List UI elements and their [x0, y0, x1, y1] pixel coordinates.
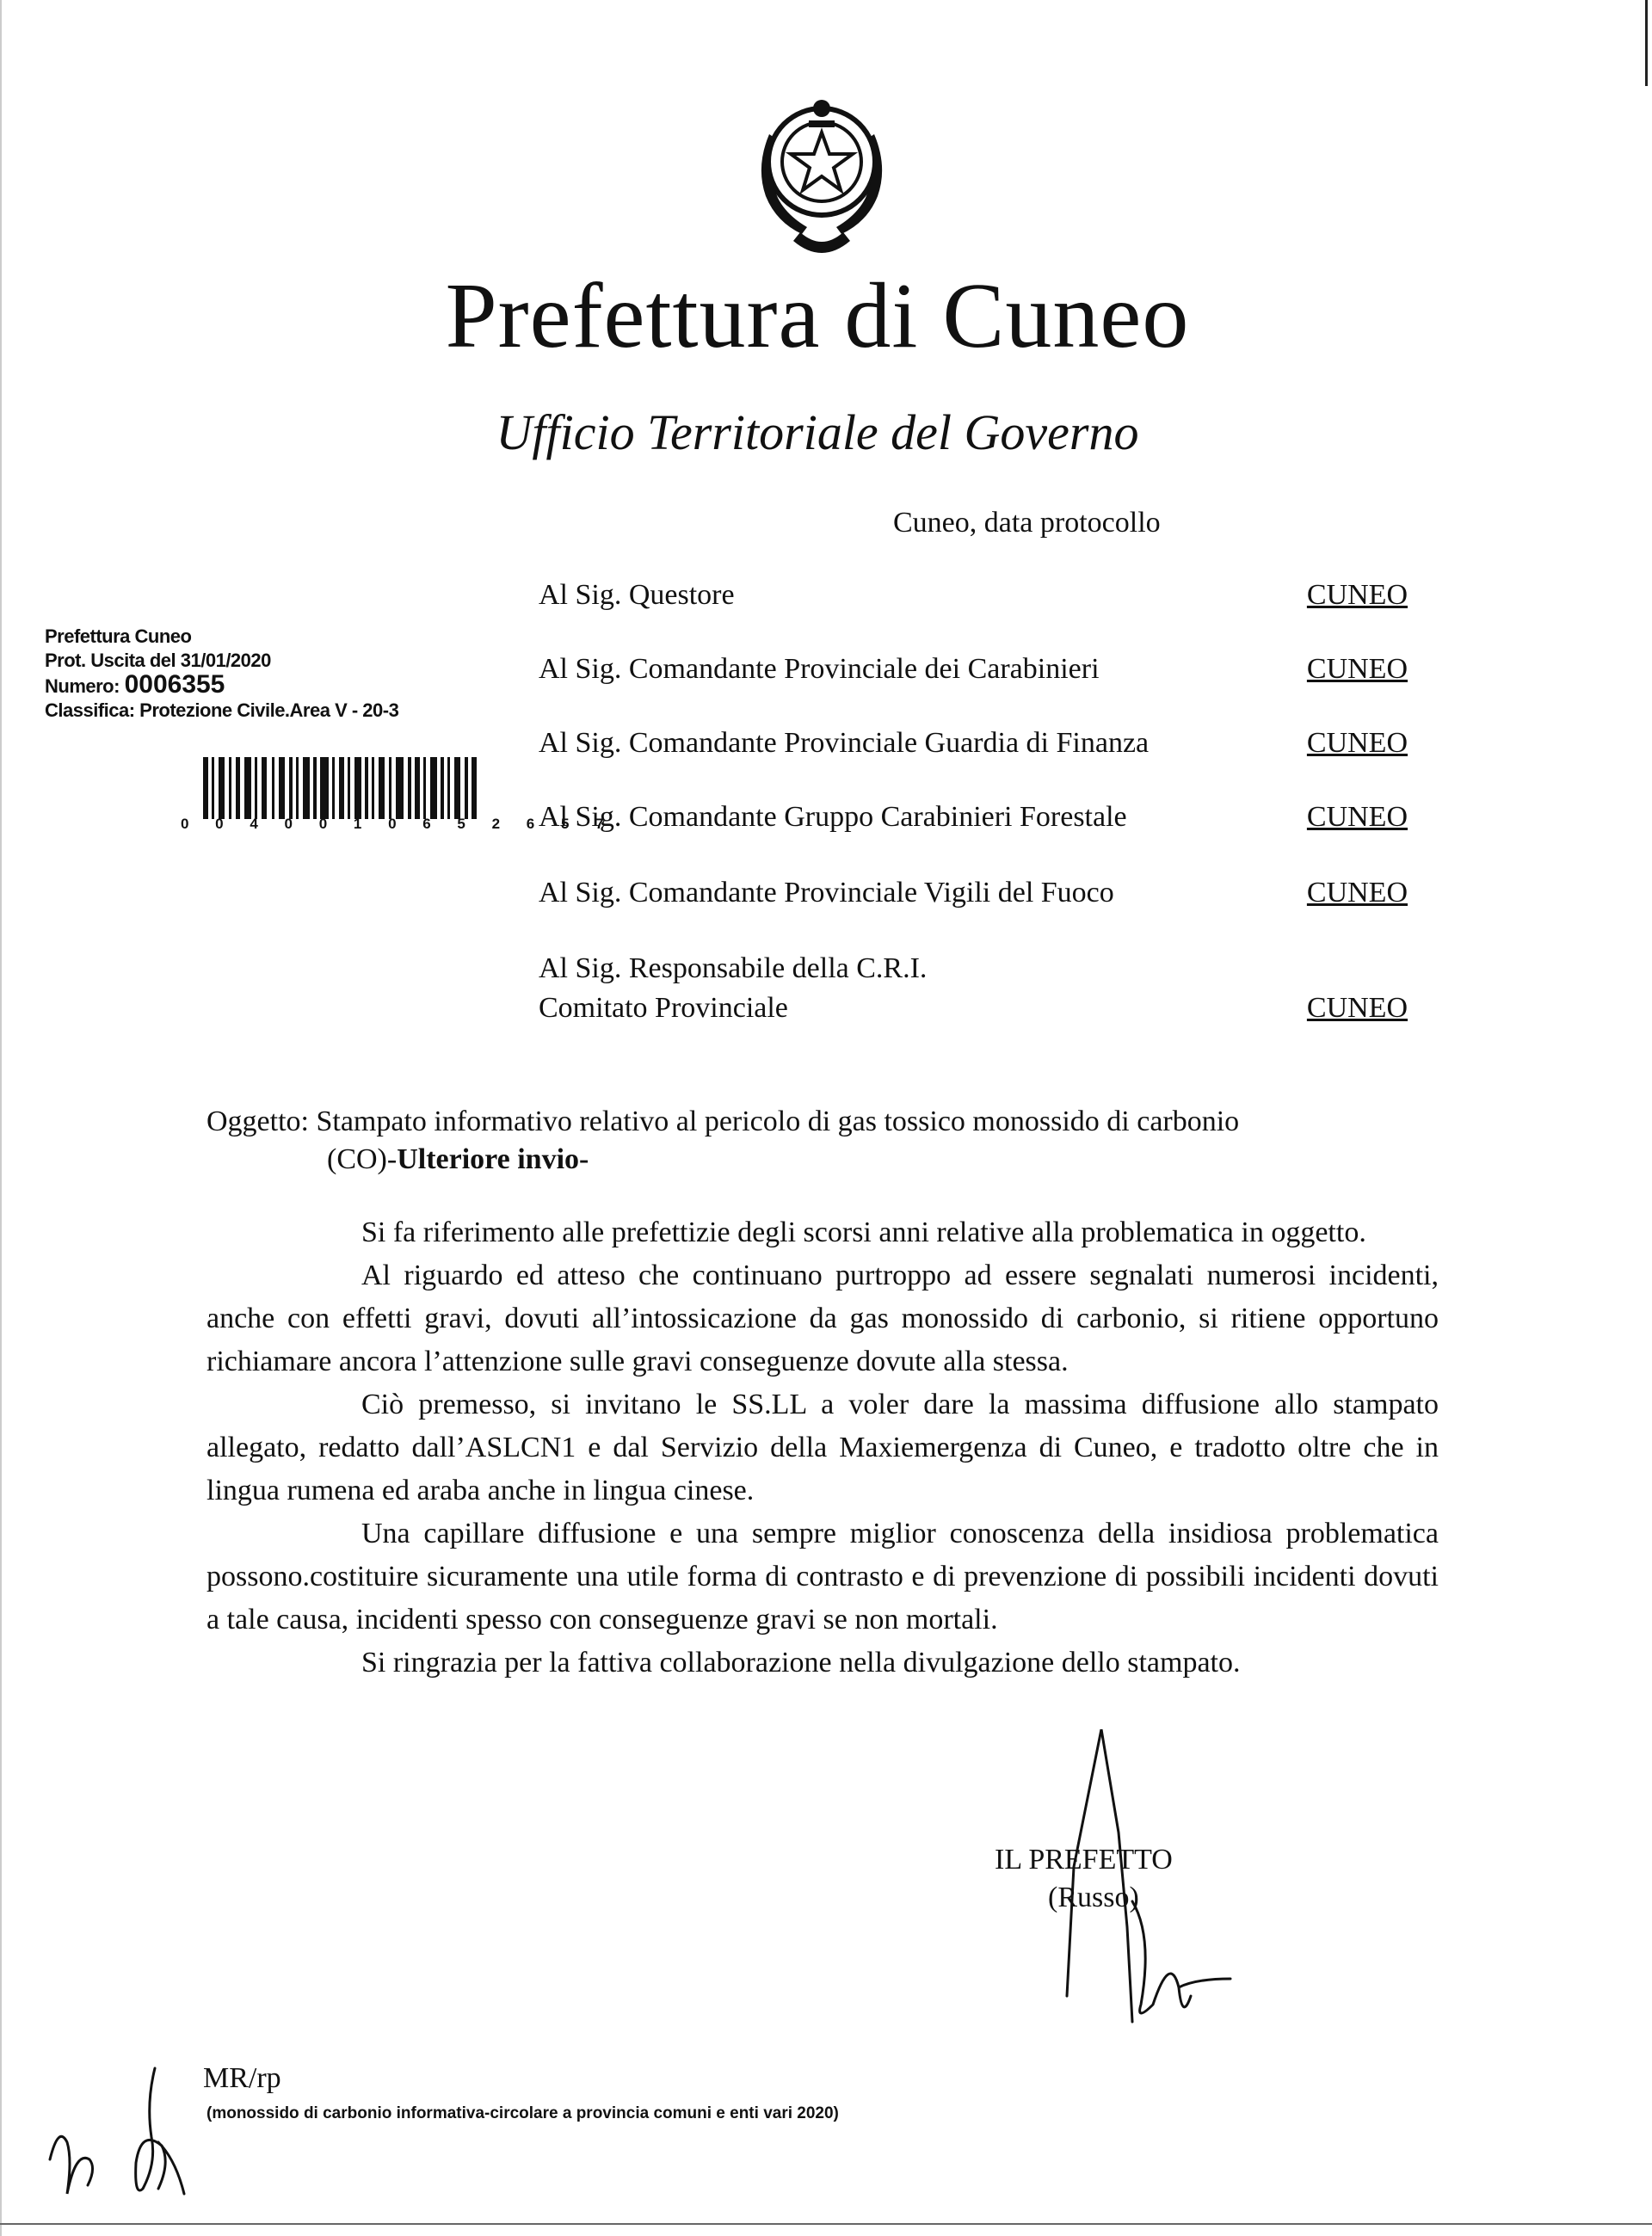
body-paragraph: Si ringrazia per la fattiva collaborazione nella divulgazione dello stampato. — [361, 1647, 1241, 1679]
recipient-name: Al Sig. Questore — [539, 579, 735, 611]
body-paragraph: Una capillare diffusione e una sempre miglior conoscenza della insidiosa problematica possono.costituire sicuramente una utile forma di contrasto e di prevenzione di possibili incidenti dovuti a tale causa, incidenti spesso con conseguenze gravi se non mortali. — [206, 1518, 1439, 1635]
recipient-city: CUNEO — [1306, 992, 1408, 1024]
stamp-number-label: Numero: — [45, 675, 120, 697]
recipient-city: CUNEO — [1306, 579, 1408, 611]
subject-text: Stampato informativo relativo al pericolo di gas tossico monossido di carbonio — [316, 1106, 1240, 1137]
document-subtitle: Ufficio Territoriale del Governo — [496, 404, 1139, 460]
signatory-name: (Russo) — [1048, 1882, 1139, 1913]
stamp-protocol-line: Prot. Uscita del 31/01/2020 — [45, 650, 271, 671]
stamp-office: Prefettura Cuneo — [45, 625, 192, 647]
subject-label: Oggetto: — [206, 1106, 309, 1137]
document-title: Prefettura di Cuneo — [445, 265, 1190, 367]
subject-text-line2 — [206, 1141, 1446, 1179]
recipient-name: Al Sig. Comandante Gruppo Carabinieri Forestale — [539, 801, 1127, 833]
recipient-city: CUNEO — [1306, 653, 1408, 685]
handwritten-initials-icon — [34, 2065, 232, 2211]
recipient-name: Al Sig. Comandante Provinciale Vigili del Fuoco — [539, 877, 1114, 909]
recipient-city: CUNEO — [1306, 727, 1408, 759]
recipient-city: CUNEO — [1306, 877, 1408, 909]
recipient-name: Al Sig. Comandante Provinciale Guardia di Finanza — [539, 727, 1150, 759]
subject-text-normal: (CO)- — [327, 1143, 398, 1175]
dateline: Cuneo, data protocollo — [893, 507, 1161, 539]
stamp-classification: Classifica: Protezione Civile.Area V - 20-3 — [45, 699, 399, 721]
scan-bottom-edge — [0, 2223, 1652, 2225]
recipient-city: CUNEO — [1306, 801, 1408, 833]
scan-edge-right — [1645, 0, 1648, 86]
stamp-number: 0006355 — [124, 670, 225, 699]
body-paragraph: Si fa riferimento alle prefettizie degli scorsi anni relative alla problematica in oggetto. — [361, 1217, 1366, 1248]
protocol-stamp — [45, 625, 509, 723]
barcode-digits: 0 0 4 0 0 1 0 6 5 2 6 5 7 — [181, 816, 615, 832]
subject-text-bold: Ulteriore invio- — [397, 1143, 589, 1175]
footer-initials: MR/rp — [203, 2062, 281, 2094]
signatory-title: IL PREFETTO — [995, 1844, 1173, 1876]
body-paragraph: Al riguardo ed atteso che continuano purtroppo ad essere segnalati numerosi incidenti, anche con effetti gravi, dovuti all’intossicazione da gas monossido di carbonio, si ritiene opportuno richiamare ancora l’attenzione sulle gravi conseguenze dovute alla stessa. — [206, 1260, 1439, 1377]
barcode-icon — [203, 757, 478, 819]
handwritten-signature-icon — [1050, 1729, 1239, 2039]
stamp-number-row — [45, 670, 509, 699]
letter-body — [206, 1211, 1439, 1685]
recipient-name: Al Sig. Responsabile della C.R.I. — [539, 952, 928, 984]
subject — [206, 1103, 1446, 1179]
footer-file-reference: (monossido di carbonio informativa-circolare a provincia comuni e enti vari 2020) — [206, 2104, 839, 2122]
recipient-name-line2: Comitato Provinciale — [539, 992, 788, 1024]
recipient-name: Al Sig. Comandante Provinciale dei Carabinieri — [539, 653, 1100, 685]
italian-republic-emblem-icon — [749, 86, 895, 258]
body-paragraph: Ciò premesso, si invitano le SS.LL a voler dare la massima diffusione allo stampato allegato, redatto dall’ASLCN1 e dal Servizio della Maxiemergenza di Cuneo, e tradotto oltre che in lingua rumena ed araba anche in lingua cinese. — [206, 1389, 1439, 1506]
